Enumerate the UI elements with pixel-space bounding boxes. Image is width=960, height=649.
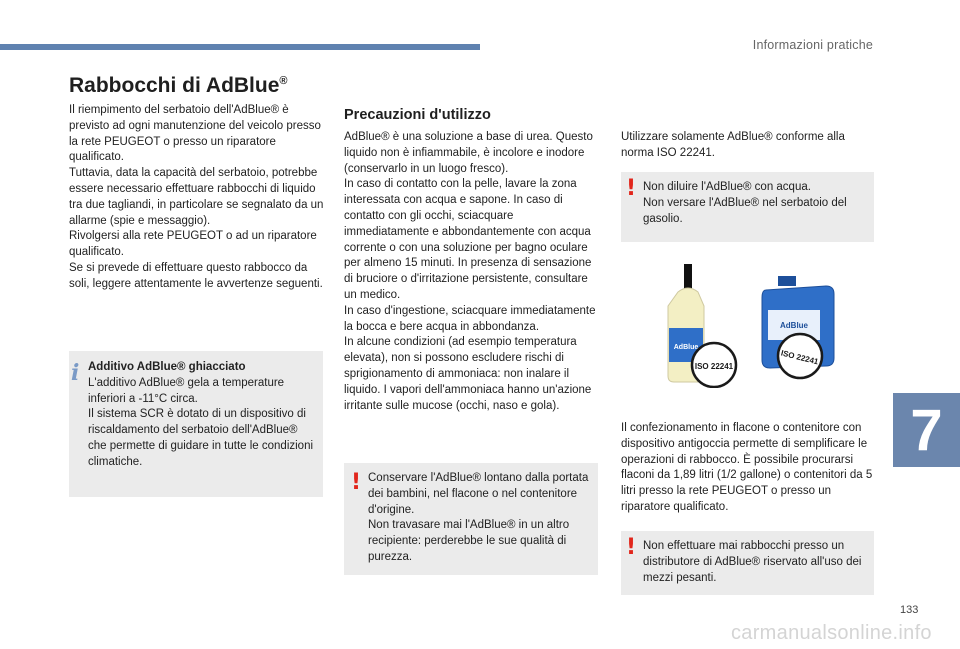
can-label-text: AdBlue [780, 321, 808, 330]
precautions-paragraph: In alcune condizioni (ad esempio temperatura elevata), non si possono escludere rischi di sprigionamento di ammoniaca: non inalare il liquido. I vapori dell'ammoniaca hanno un'azione irritante sulle mucose (occhi, naso e gola). [344, 336, 592, 412]
can-cap [778, 276, 796, 286]
warning-icon: ! [626, 535, 637, 560]
adblue-product-photo [660, 258, 840, 388]
warning-box-content [643, 539, 871, 586]
precautions-paragraph: In caso di contatto con la pelle, lavare la zona interessata con acqua e sapone. In caso di contatto con gli occhi, sciacquare immediatamente e abbondantemente con acqua corrente o con una soluzione per bagno oculare per almeno 15 minuti. In presenza di sensazione di bruciore o d'irritazione persistente, consultare un medico. [344, 178, 592, 301]
warning-icon: ! [626, 176, 637, 201]
iso-badge-left-text: ISO 22241 [694, 362, 734, 371]
warning-box-dilution [621, 172, 874, 242]
chapter-badge: 7 [893, 393, 960, 467]
packaging-text [621, 421, 875, 516]
info-icon: i [71, 360, 80, 386]
precautions-text [344, 130, 600, 414]
precautions-heading: Precauzioni d'utilizzo [344, 107, 491, 123]
warning-box-truck-pumps [621, 531, 874, 595]
info-box-line: Il sistema SCR è dotato di un dispositivo di riscaldamento del serbatoio dell'AdBlue® che permette di guidare in tutte le condizioni climatiche. [88, 408, 314, 468]
warning-box-content [643, 180, 871, 227]
warning-line: Non versare l'AdBlue® nel serbatoio del gasolio. [643, 196, 847, 225]
intro-text [69, 103, 325, 293]
intro-paragraph: Se si prevede di effettuare questo rabbocco da soli, leggere attentamente le avvertenze seguenti. [69, 261, 323, 290]
info-box-content [88, 360, 318, 471]
warning-line: Non effettuare mai rabbocchi presso un distributore di AdBlue® riservato all'uso dei mezzi pesanti. [643, 540, 862, 584]
precautions-paragraph: In caso d'ingestione, sciacquare immediatamente la bocca e bere acqua in abbondanza. [344, 304, 596, 333]
warning-line: Non travasare mai l'AdBlue® in un altro recipiente: perderebbe le sue qualità di purezza. [368, 519, 570, 563]
warning-box-storage [344, 463, 598, 575]
intro-paragraph: Il riempimento del serbatoio dell'AdBlue® è previsto ad ogni manutenzione del veicolo presso la rete PEUGEOT o presso un riparatore qualificato. [69, 104, 321, 164]
section-title: Informazioni pratiche [752, 38, 873, 52]
info-box-line: L'additivo AdBlue® gela a temperature inferiori a -11°C circa. [88, 376, 285, 405]
page-number: 133 [900, 604, 919, 616]
warning-line: Non diluire l'AdBlue® con acqua. [643, 181, 811, 193]
watermark: carmanualsonline.info [731, 622, 932, 644]
page-title-sup: ® [279, 75, 288, 87]
precautions-paragraph: AdBlue® è una soluzione a base di urea. Questo liquido non è infiammabile, è incolore e inodore (conservarlo in un luogo fresco). [344, 131, 593, 175]
header-accent-bar [0, 44, 480, 50]
iso-badge-right-text: ISO 22241 [779, 348, 820, 367]
intro-paragraph: Tuttavia, data la capacità del serbatoio, potrebbe essere necessario effettuare rabbocchi di liquido tra due tagliandi, in particolare se segnalato da un allarme (spie e messaggio). [69, 167, 324, 227]
intro-paragraph: Rivolgersi alla rete PEUGEOT o ad un riparatore qualificato. [69, 230, 317, 259]
packaging-paragraph: Il confezionamento in flacone o contenitore con dispositivo antigoccia permette di semplificare le operazioni di rabbocco. È possibile procurarsi flaconi da 1,89 litri (1/2 gallone) o contenitori da 5 litri presso la rete PEUGEOT o presso un riparatore qualificato. [621, 422, 873, 513]
warning-box-content [368, 471, 594, 566]
iso-paragraph: Utilizzare solamente AdBlue® conforme alla norma ISO 22241. [621, 131, 845, 159]
info-box-frozen-adblue [69, 351, 323, 497]
warning-line: Conservare l'AdBlue® lontano dalla portata dei bambini, nel flacone o nel contenitore d'origine. [368, 472, 589, 516]
warning-icon: ! [351, 470, 362, 495]
info-box-heading: Additivo AdBlue® ghiacciato [88, 361, 246, 373]
page-title-text: Rabbocchi di AdBlue [69, 74, 280, 97]
page-title [69, 74, 288, 98]
iso-standard-text [621, 130, 875, 162]
bottle-label-text: AdBlue [673, 344, 699, 351]
bottle-spout [684, 264, 692, 290]
